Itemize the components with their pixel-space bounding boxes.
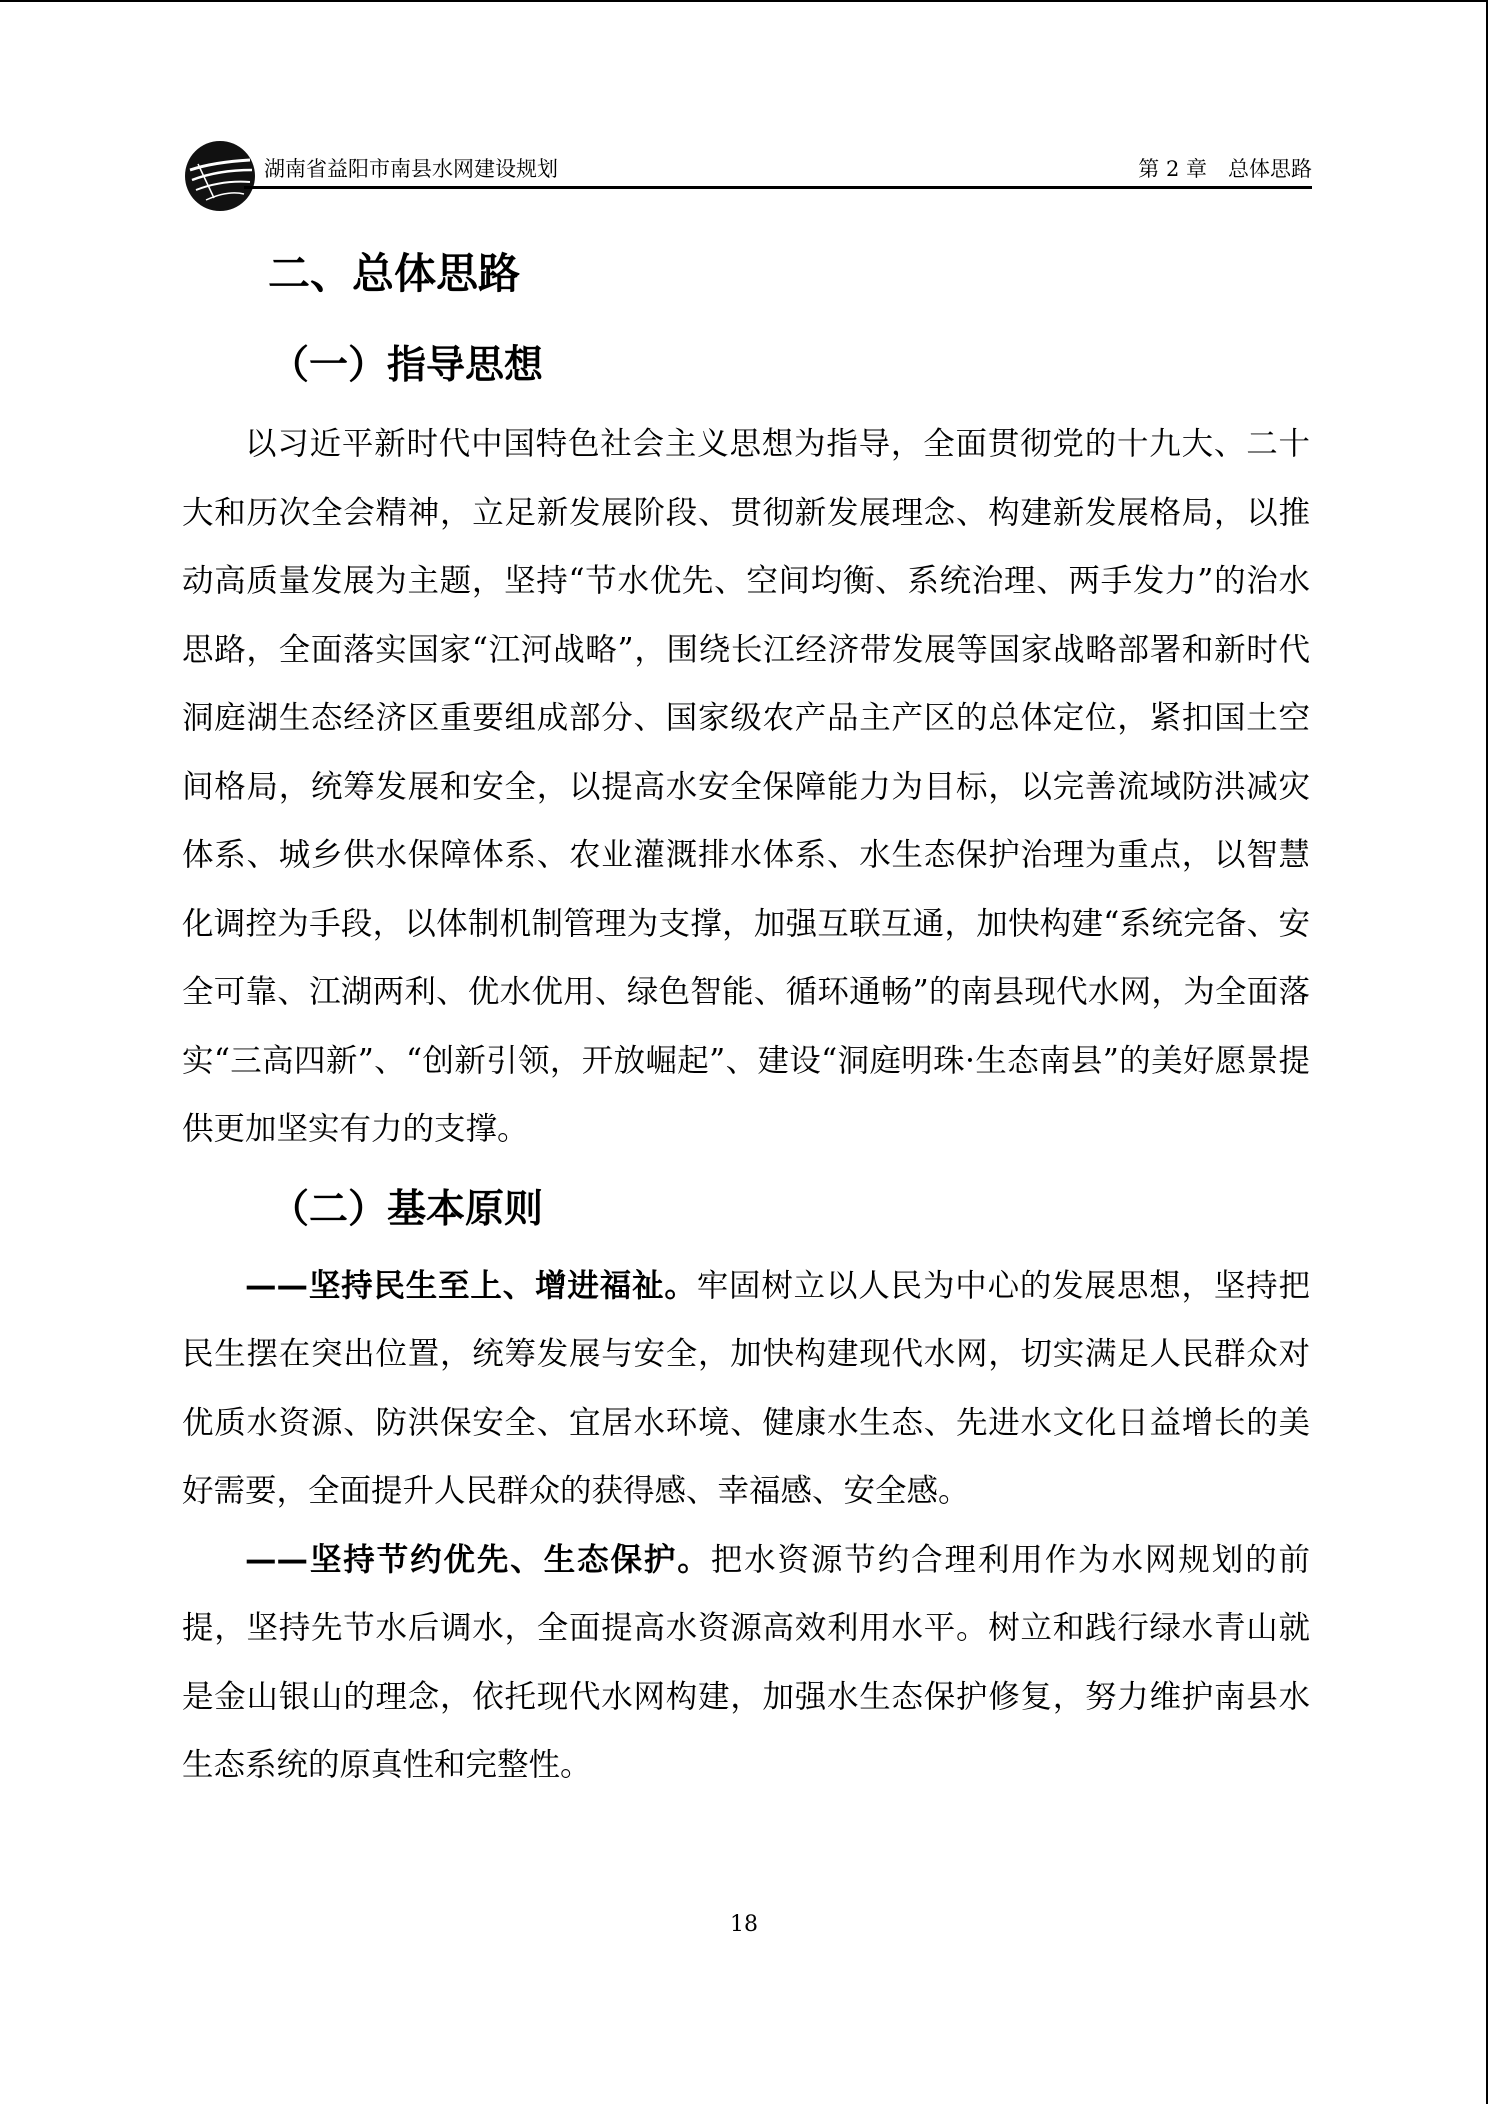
subsection-title-guiding-ideology: （一）指导思想: [270, 343, 544, 388]
planning-logo-icon: [184, 140, 256, 212]
page-border-top: [0, 0, 1488, 2]
guiding-ideology-paragraph: 以习近平新时代中国特色社会主义思想为指导，全面贯彻党的十九大、二十大和历次全会精神，立足新发展阶段、贯彻新发展理念、构建新发展格局，以推动高质量发展为主题，坚持“节水优先、空间均衡、系统治理、两手发力”的治水思路，全面落实国家“江河战略”，围绕长江经济带发展等国家战略部署和新时代洞庭湖生态经济区重要组成部分、国家级农产品主产区的总体定位，紧扣国土空间格局，统筹发展和安全，以提高水安全保障能力为目标，以完善流域防洪减灾体系、城乡供水保障体系、农业灌溉排水体系、水生态保护治理为重点，以智慧化调控为手段，以体制机制管理为支撑，加强互联互通，加快构建“系统完备、安全可靠、江湖两利、优水优用、绿色智能、循环通畅”的南县现代水网，为全面落实“三高四新”、“创新引领，开放崛起”、建设“洞庭明珠·生态南县”的美好愿景提供更加坚实有力的支撑。: [182, 426, 1310, 1147]
principle-lead: ——坚持民生至上、增进福祉。: [245, 1267, 697, 1304]
page-header: [184, 136, 1312, 216]
principle-text: 把水资源节约合理利用作为水网规划的前提，坚持先节水后调水，全面提高水资源高效利用水平。树立和践行绿水青山就是金山银山的理念，依托现代水网构建，加强水生态保护修复，努力维护南县水生态系统的原真性和完整性。: [182, 1541, 1310, 1783]
section-title: 二、总体思路: [268, 249, 521, 298]
principle-paragraph: [182, 1526, 1310, 1800]
subsection-title-basic-principles: （二）基本原则: [270, 1186, 544, 1232]
chapter-label: 第 2 章 总体思路: [1138, 157, 1312, 181]
principle-lead: ——坚持节约优先、生态保护。: [245, 1541, 711, 1578]
document-title: 湖南省益阳市南县水网建设规划: [264, 157, 558, 181]
page-number: 18: [730, 1912, 758, 1937]
principle-text: 牢固树立以人民为中心的发展思想，坚持把民生摆在突出位置，统筹发展与安全，加快构建现代水网，切实满足人民群众对优质水资源、防洪保安全、宜居水环境、健康水生态、先进水文化日益增长的美好需要，全面提升人民群众的获得感、幸福感、安全感。: [182, 1267, 1310, 1509]
header-divider: [244, 186, 1312, 189]
principle-paragraph: [182, 1252, 1310, 1526]
page-body: [182, 238, 1310, 1800]
